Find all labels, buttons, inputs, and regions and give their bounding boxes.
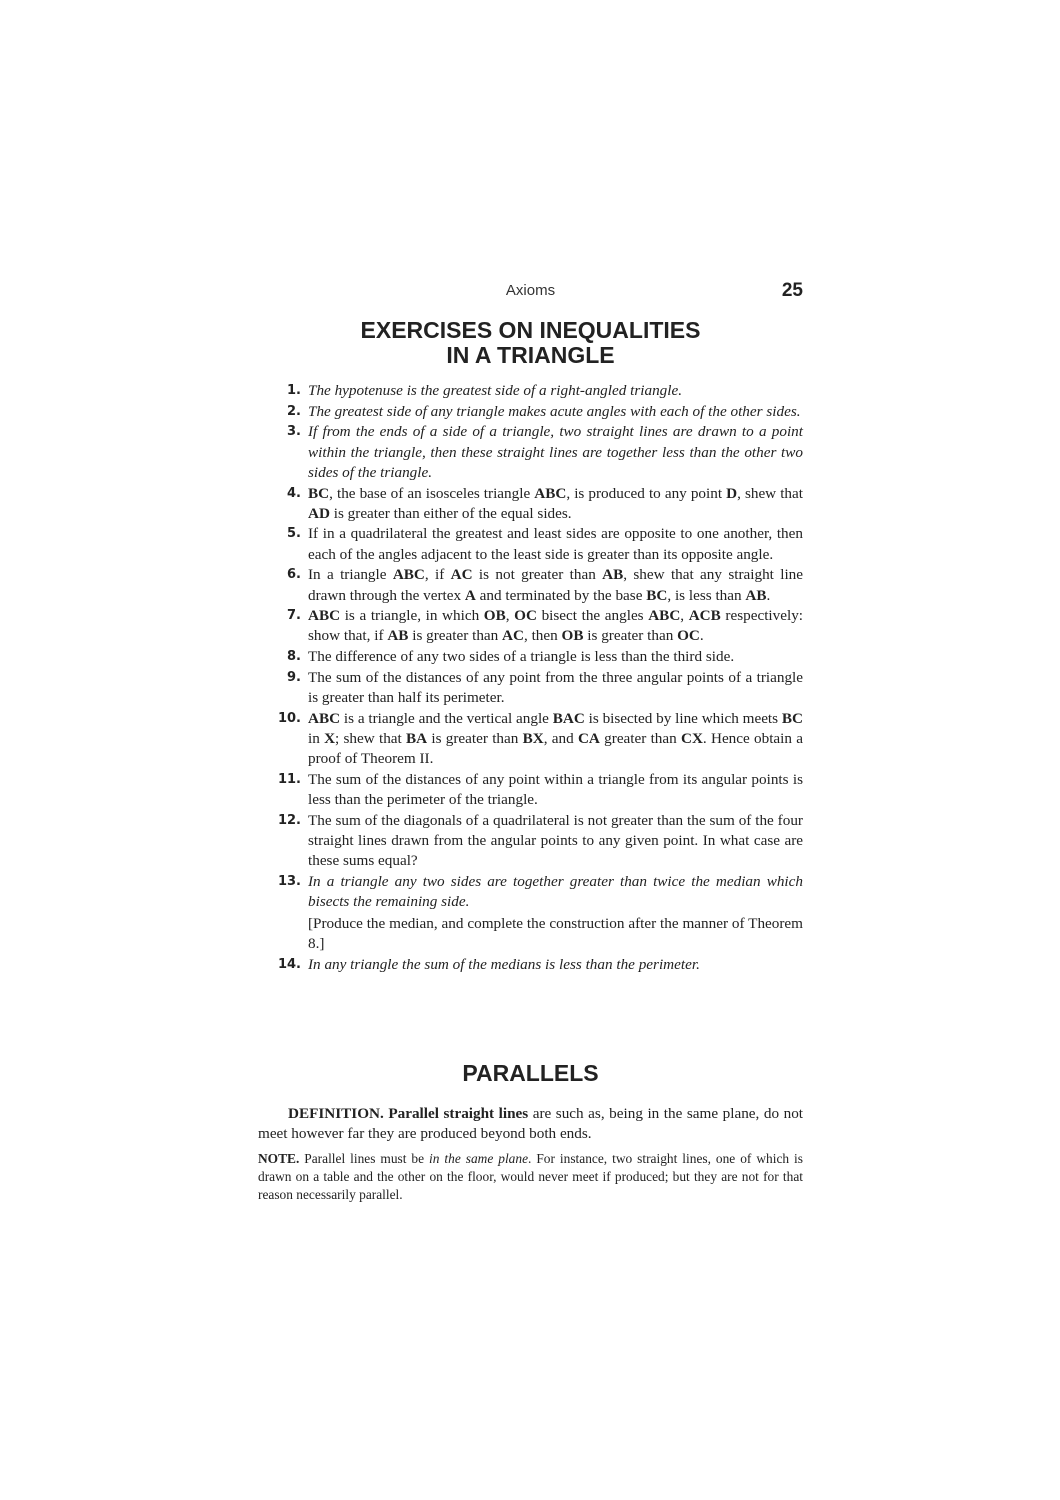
exercise-item: [258, 524, 803, 564]
exercise-hint: [Produce the median, and complete the construction after the manner of Theorem 8.]: [308, 915, 803, 953]
title-line-2: IN A TRIANGLE: [446, 342, 615, 368]
exercise-item: [258, 668, 803, 708]
exercise-text: The sum of the diagonals of a quadrilateral is not greater than the sum of the four straight lines drawn from the angular points to any given point. In what case are these sums equal?: [308, 811, 803, 870]
exercise-text: greater than: [599, 729, 681, 747]
bold-label: ACB: [688, 607, 721, 625]
bold-label: BX: [522, 729, 544, 747]
exercise-item: [258, 381, 803, 401]
bold-label: BC: [646, 586, 668, 604]
exercise-number: 11.: [277, 771, 301, 787]
exercise-statement: If from the ends of a side of a triangle, two straight lines are drawn to a point within the triangle, then these straight lines are together less than the other two sides of the triangle.: [308, 423, 803, 481]
note-emphasis: in the same plane: [429, 1151, 529, 1166]
exercise-text: , the base of an isosceles triangle: [329, 484, 535, 502]
exercise-number: 5.: [287, 526, 301, 542]
exercise-text: is a triangle, in which: [340, 607, 484, 625]
bold-label: AB: [745, 586, 767, 604]
definition-paragraph: [258, 1104, 803, 1144]
exercise-text: The difference of any two sides of a triangle is less than the third side.: [308, 648, 735, 666]
exercise-item: [258, 709, 803, 770]
exercise-text: .: [766, 586, 771, 604]
section-title-exercises: [258, 318, 803, 368]
bold-label: ABC: [392, 566, 425, 584]
title-line-1: EXERCISES ON INEQUALITIES: [360, 317, 701, 343]
exercise-text: The sum of the distances of any point from the three angular points of a triangle is greater than half its perimeter.: [308, 668, 803, 707]
bold-label: D: [726, 484, 738, 502]
exercise-number: 14.: [277, 957, 301, 973]
exercise-item: [258, 955, 803, 975]
exercise-statement: In a triangle any two sides are together greater than twice the median which bisects the remaining side.: [308, 872, 803, 911]
exercise-statement: In any triangle the sum of the medians is less than the perimeter.: [308, 956, 700, 974]
definition-term: Parallel straight lines: [388, 1105, 529, 1122]
exercise-number: 4.: [287, 485, 301, 501]
exercise-item: [258, 565, 803, 605]
exercise-number: 2.: [287, 403, 301, 419]
exercise-number: 13.: [277, 873, 301, 889]
exercise-text: In a triangle: [308, 566, 393, 584]
exercise-text: , is less than: [667, 586, 746, 604]
exercise-text: , shew that: [737, 484, 803, 502]
exercise-text: . Hence obtain a proof of Theorem II.: [308, 729, 803, 768]
bold-label: ABC: [308, 709, 341, 727]
exercise-number: 8.: [287, 649, 301, 665]
exercise-text: is greater than either of the equal sides.: [329, 504, 572, 522]
exercise-item: [258, 422, 803, 483]
bold-label: ABC: [534, 484, 567, 502]
bold-label: OC: [514, 607, 537, 625]
exercise-number: 3.: [287, 424, 301, 440]
bold-label: ABC: [308, 607, 341, 625]
exercise-text: is not greater than: [472, 566, 603, 584]
section-title-parallels: PARALLELS: [462, 1060, 599, 1086]
exercise-text: is bisected by line which meets: [584, 709, 782, 727]
bold-label: AC: [450, 566, 473, 584]
definition-text: are such as, being in the same plane, do not meet however far they are produced beyond both ends.: [258, 1105, 804, 1142]
page-number: 25: [781, 280, 803, 301]
bold-label: AB: [387, 627, 409, 645]
bold-label: CA: [577, 729, 600, 747]
bold-label: ABC: [648, 607, 681, 625]
running-header: [258, 280, 803, 304]
exercise-text: is greater than: [427, 729, 523, 747]
exercise-text: and terminated by the base: [475, 586, 647, 604]
exercise-text: in: [308, 729, 325, 747]
note-text-1: Parallel lines must be: [299, 1151, 430, 1166]
exercise-text: , then: [523, 627, 562, 645]
exercise-statement: The hypotenuse is the greatest side of a right-angled triangle.: [308, 382, 683, 399]
bold-label: CX: [680, 729, 703, 747]
exercise-text: , if: [424, 566, 451, 584]
exercise-item: [258, 484, 803, 524]
exercise-text: , shew that any straight line drawn through the vertex: [308, 566, 803, 604]
exercise-item: [258, 872, 803, 955]
exercise-text: bisect the angles: [536, 607, 649, 625]
note-paragraph: [258, 1150, 803, 1204]
bold-label: AD: [308, 504, 330, 522]
bold-label: OB: [561, 627, 584, 645]
exercise-text: is greater than: [408, 627, 503, 645]
exercise-text: If in a quadrilateral the greatest and least sides are opposite to one another, then each of the angles adjacent to the least side is greater than its opposite angle.: [308, 525, 803, 563]
exercise-list: [258, 381, 803, 976]
running-title: Axioms: [505, 282, 556, 299]
bold-label: OB: [483, 607, 506, 625]
note-label: NOTE.: [258, 1151, 300, 1166]
bold-label: BC: [308, 484, 330, 502]
bold-label: AC: [502, 627, 524, 645]
bold-label: OC: [677, 627, 700, 645]
exercise-number: 7.: [287, 608, 301, 624]
bold-label: BC: [781, 709, 803, 727]
exercise-number: 1.: [287, 383, 301, 398]
exercise-item: [258, 606, 803, 646]
exercise-text: , is produced to any point: [566, 484, 727, 502]
exercise-text: is a triangle and the vertical angle: [340, 709, 553, 727]
exercise-number: 10.: [277, 710, 301, 726]
exercise-text: , and: [543, 729, 578, 747]
exercise-text: ; shew that: [335, 729, 407, 747]
exercise-text: .: [699, 627, 704, 645]
exercise-text: is greater than: [583, 627, 678, 645]
exercise-number: 9.: [287, 669, 301, 685]
note-text-2: . For instance, two straight lines, one of which is drawn on a table and the other on the floor, would never meet if produced; but they are not for that reason necessarily parallel.: [258, 1151, 803, 1202]
exercise-text: ,: [680, 607, 689, 625]
bold-label: AB: [602, 566, 624, 584]
exercise-item: [258, 402, 803, 422]
bold-label: X: [324, 729, 336, 747]
bold-label: BAC: [552, 709, 585, 727]
exercise-item: [258, 770, 803, 810]
exercise-item: [258, 811, 803, 872]
exercise-text: The sum of the distances of any point within a triangle from its angular points is less than the perimeter of the triangle.: [308, 770, 803, 809]
exercise-text: ,: [505, 607, 515, 625]
definition-label: DEFINITION.: [288, 1105, 384, 1122]
bold-label: BA: [406, 729, 428, 747]
exercise-number: 12.: [277, 812, 301, 828]
bold-label: A: [464, 586, 476, 604]
exercise-text: respectively: show that, if: [308, 607, 804, 645]
exercise-statement: The greatest side of any triangle makes acute angles with each of the other sides.: [308, 402, 801, 420]
exercise-item: [258, 647, 803, 667]
exercise-number: 6.: [287, 567, 301, 583]
